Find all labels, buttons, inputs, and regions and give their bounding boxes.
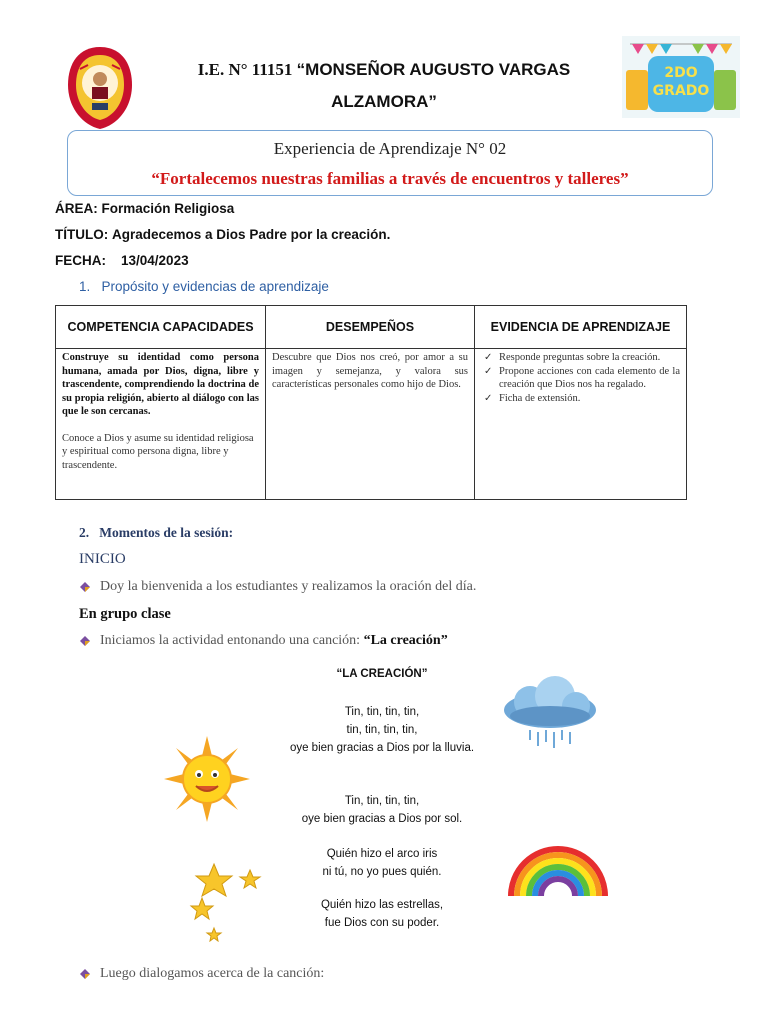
bullet-text: Luego dialogamos acerca de la canción: — [100, 966, 325, 981]
song-line: ni tú, no yo pues quién. — [322, 866, 442, 878]
capacidad-text: Conoce a Dios y asume su identidad religiosa y espiritual como persona digna, libre y trascendente. — [62, 432, 254, 471]
song-line: Quién hizo las estrellas, — [320, 899, 444, 911]
titulo-line — [55, 227, 390, 242]
song-line: oye bien gracias a Dios por sol. — [301, 813, 463, 825]
titulo-value: Agradecemos a Dios Padre por la creación. — [112, 227, 391, 242]
experience-title: Experiencia de Aprendizaje N° 02 — [273, 139, 507, 158]
experience-subtitle: “Fortalecemos nuestras familias a través de encuentros y talleres” — [151, 169, 629, 188]
competencias-table — [55, 305, 687, 500]
fecha-value: 13/04/2023 — [121, 253, 189, 268]
area-label: ÁREA: — [55, 201, 98, 216]
rainbow-icon — [506, 838, 610, 898]
section-proposito-heading: 1. Propósito y evidencias de aprendizaje — [79, 279, 329, 294]
list-item: ✓ Responde preguntas sobre la creación. — [481, 351, 680, 365]
desempeno-cell — [266, 349, 475, 500]
table-row — [56, 349, 687, 500]
diamond-bullet-icon — [80, 582, 90, 592]
diamond-bullet-icon — [80, 969, 90, 979]
song-line: fue Dios con su poder. — [324, 917, 440, 929]
titulo-label: TÍTULO: — [55, 227, 109, 242]
section-momentos-heading: 2. Momentos de la sesión: — [79, 525, 234, 540]
bullet-cancion — [80, 633, 448, 649]
song-name: “La creación” — [363, 633, 448, 648]
evidencia-cell — [475, 349, 687, 500]
area-line — [55, 201, 234, 216]
song-line: Tin, tin, tin, tin, — [344, 706, 420, 718]
grupo-clase-heading: En grupo clase — [79, 606, 171, 622]
header-desempenos: DESEMPEÑOS — [266, 306, 475, 349]
bullet-bienvenida — [80, 579, 476, 595]
experience-box — [67, 130, 713, 196]
sun-icon — [164, 736, 250, 822]
header-competencia: COMPETENCIA CAPACIDADES — [56, 306, 266, 349]
school-title-line1 — [150, 60, 618, 80]
area-value: Formación Religiosa — [101, 201, 235, 216]
song-title: “LA CREACIÓN” — [336, 668, 428, 680]
diamond-bullet-icon — [80, 636, 90, 646]
competencia-cell — [56, 349, 266, 500]
desempeno-text: Descubre que Dios nos creó, por amor a su imagen y semejanza, y valora sus características personales como hijo de Dios. — [272, 352, 468, 390]
header-evidencia: EVIDENCIA DE APRENDIZAJE — [475, 306, 687, 349]
school-prefix: I.E. N° 11151 — [197, 60, 297, 79]
school-title-line2: ALZAMORA” — [331, 92, 437, 111]
song-line: Tin, tin, tin, tin, — [344, 795, 420, 807]
song-line: oye bien gracias a Dios por la lluvia. — [289, 742, 475, 754]
school-name-line1: “MONSEÑOR AUGUSTO VARGAS — [296, 60, 571, 79]
list-item: ✓ Ficha de extensión. — [481, 392, 680, 406]
bullet-dialogo — [80, 966, 324, 982]
fecha-label: FECHA: — [55, 253, 106, 268]
grade-logo — [622, 36, 740, 118]
song-line: Quién hizo el arco iris — [326, 848, 438, 860]
grade-logo-text: 2DO GRADO — [652, 65, 710, 99]
school-crest-logo — [66, 45, 134, 131]
stars-icon — [186, 862, 266, 942]
inicio-heading: INICIO — [79, 551, 126, 567]
bullet-text: Iniciamos la actividad entonando una canción: — [100, 633, 364, 648]
fecha-line — [55, 253, 189, 268]
evidencia-list — [481, 351, 680, 405]
list-item: ✓ Propone acciones con cada elemento de la creación que Dios nos ha regalado. — [481, 365, 680, 392]
bullet-text: Doy la bienvenida a los estudiantes y realizamos la oración del día. — [100, 579, 477, 594]
table-header-row — [56, 306, 687, 349]
competencia-text: Construye su identidad como persona humana, amada por Dios, digna, libre y trascendente, comprendiendo la doctrina de su propia religión, abierto al diálogo con las que le son cercanas. — [62, 352, 259, 417]
rain-cloud-icon — [500, 676, 600, 756]
song-line: tin, tin, tin, tin, — [346, 724, 418, 736]
